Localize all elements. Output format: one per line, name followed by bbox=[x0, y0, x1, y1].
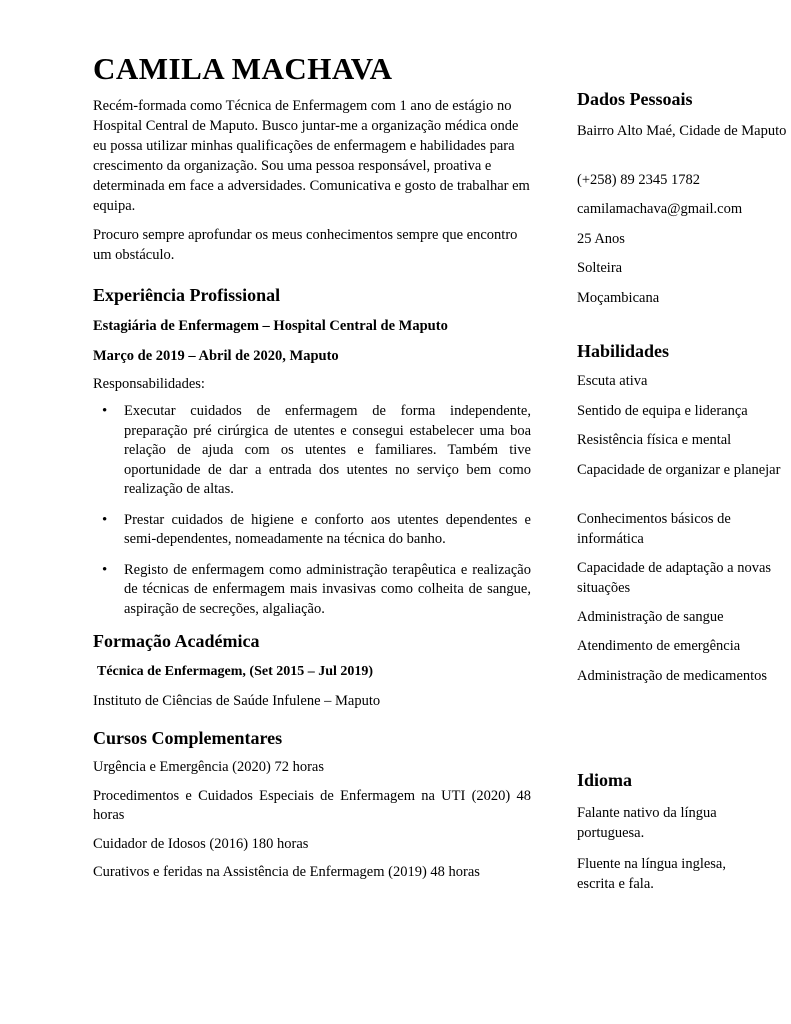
summary: Recém-formada como Técnica de Enfermagem com 1 ano de estágio no Hospital Central de Maputo. Busco juntar-me a organização médica onde eu possa utilizar minhas qualificações de enfermagem e habilidades para crescimento da organização. Sou uma pessoa responsável, proativa e determinada em face a adversidades. Comunicativa e gosto de trabalhar em equipa. bbox=[93, 98, 530, 214]
skill-item: Conhecimentos básicos de informática bbox=[577, 511, 731, 547]
skill-item: Escuta ativa bbox=[577, 373, 648, 389]
skill-item: Atendimento de emergência bbox=[577, 638, 741, 654]
skill-item: Resistência física e mental bbox=[577, 432, 732, 448]
marital-status: Solteira bbox=[577, 260, 623, 276]
responsibility-item: • Executar cuidados de enfermagem de forma independente, preparação pré cirúrgica de utentes e consegui estabelecer uma boa relação de ajuda com os utentes e familiares. Também tive oportunidade de dar a entrada dos utentes no serviço bem como realização de altas. bbox=[93, 402, 531, 500]
course-item: Cuidador de Idosos (2016) 180 horas bbox=[93, 835, 309, 852]
phone: (+258) 89 2345 1782 bbox=[577, 172, 700, 188]
summary-extra: Procuro sempre aprofundar os meus conhecimentos sempre que encontro um obstáculo. bbox=[93, 227, 518, 263]
job-dates: Março de 2019 – Abril de 2020, Maputo bbox=[93, 348, 339, 364]
education-institution: Instituto de Ciências de Saúde Infulene – Maputo bbox=[93, 693, 381, 709]
courses-heading: Cursos Complementares bbox=[93, 728, 283, 748]
experience-heading: Experiência Profissional bbox=[93, 285, 281, 305]
email: camilamachava@gmail.com bbox=[577, 201, 743, 217]
responsibilities-list bbox=[93, 402, 531, 619]
address: Bairro Alto Maé, Cidade de Maputo bbox=[577, 123, 787, 139]
job-title: Estagiária de Enfermagem – Hospital Central de Maputo bbox=[93, 318, 448, 334]
candidate-name: CAMILA MACHAVA bbox=[93, 51, 393, 86]
course-item: Urgência e Emergência (2020) 72 horas bbox=[93, 759, 324, 775]
skill-item: Capacidade de organizar e planejar bbox=[577, 462, 781, 478]
skill-item: Administração de medicamentos bbox=[577, 668, 768, 684]
education-heading: Formação Académica bbox=[93, 631, 260, 651]
responsibilities-label: Responsabilidades: bbox=[93, 376, 205, 392]
language-item: Falante nativo da língua portuguesa. bbox=[577, 805, 717, 841]
responsibility-item: • Registo de enfermagem como administração terapêutica e realização de técnicas de enfermagem mais invasivas como colheita de sangue, aspiração de secreções, algaliação. bbox=[93, 561, 531, 620]
main-column bbox=[93, 48, 531, 883]
personal-heading: Dados Pessoais bbox=[577, 89, 693, 109]
skills-heading: Habilidades bbox=[577, 341, 670, 361]
nationality: Moçambicana bbox=[577, 290, 660, 306]
skill-item: Administração de sangue bbox=[577, 609, 724, 625]
course-item: Procedimentos e Cuidados Especiais de Enfermagem na UTI (2020) 48 horas bbox=[93, 787, 531, 823]
course-item: Curativos e feridas na Assistência de Enfermagem (2019) 48 horas bbox=[93, 864, 480, 880]
skill-item: Capacidade de adaptação a novas situações bbox=[577, 560, 772, 596]
age: 25 Anos bbox=[577, 231, 625, 247]
language-item: Fluente na língua inglesa, escrita e fala. bbox=[577, 856, 726, 892]
education-title: Técnica de Enfermagem, (Set 2015 – Jul 2019) bbox=[97, 664, 374, 679]
responsibility-item: • Prestar cuidados de higiene e conforto aos utentes dependentes e semi-dependentes, nomeadamente na técnica do banho. bbox=[93, 511, 531, 550]
skill-item: Sentido de equipa e liderança bbox=[577, 403, 748, 419]
languages-heading: Idioma bbox=[577, 770, 633, 790]
